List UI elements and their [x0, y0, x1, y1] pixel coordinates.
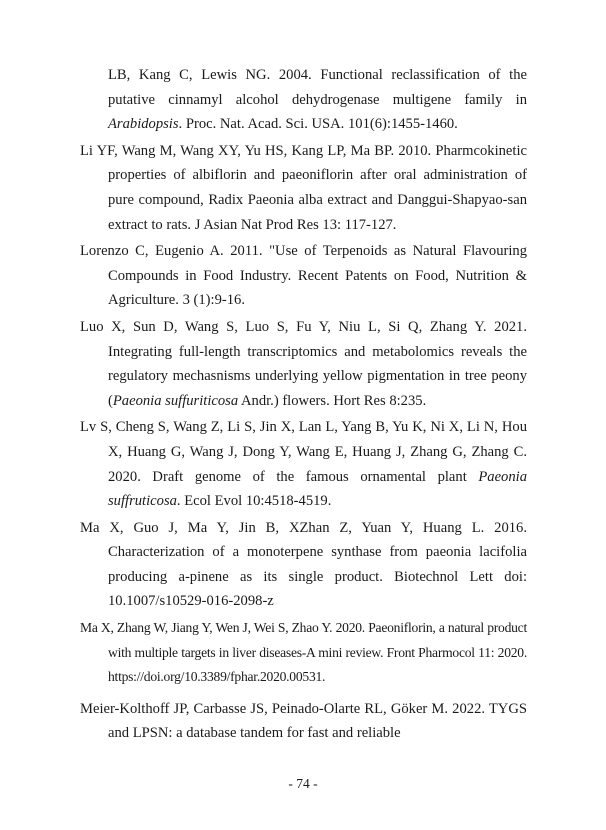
reference-text: Andr.) flowers. Hort Res 8:235. [238, 392, 427, 409]
reference-text: . Proc. Nat. Acad. Sci. USA. 101(6):1455-1460. [178, 116, 458, 133]
reference-text: Lv S, Cheng S, Wang Z, Li S, Jin X, Lan L, Yang B, Yu K, Ni X, Li N, Hou X, Huang G, Wang J, Dong Y, Wang E, Huang J, Zhang G, Zhang C. 2020. Draft genome of the famous ornamental plant [80, 419, 527, 485]
reference-text: Li YF, Wang M, Wang XY, Yu HS, Kang LP, Ma BP. 2010. Pharmcokinetic properties of albiflorin and paeoniflorin after oral administration of pure compound, Radix Paeonia alba extract and Danggui-Shapyao-san extract to rats. J Asian Nat Prod Res 13: 117-127. [80, 142, 527, 233]
reference-entry [80, 315, 527, 413]
species-name: Paeonia suffuriticosa [112, 392, 239, 409]
reference-text: Ma X, Guo J, Ma Y, Jin B, XZhan Z, Yuan Y, Huang L. 2016. Characterization of a monoterpene synthase from paeonia lacifolia producing a-pinene as its single product. Biotechnol Lett doi: 10.1007/s10529-016-2098-z [80, 519, 527, 610]
species-name: Paeonia suffruticosa [108, 468, 527, 510]
reference-entry [80, 415, 527, 513]
page-number: - 74 - [288, 776, 318, 791]
reference-list [80, 63, 527, 746]
species-name: Arabidopsis [108, 116, 179, 133]
reference-entry [80, 239, 527, 313]
reference-text: . Ecol Evol 10:4518-4519. [176, 493, 332, 510]
reference-entry [80, 516, 527, 614]
reference-entry [80, 63, 527, 137]
reference-text: Ma X, Zhang W, Jiang Y, Wen J, Wei S, Zhao Y. 2020. Paeoniflorin, a natural product with multiple targets in liver diseases-A mini review. Front Pharmocol 11: 2020. https://doi.org/10.3389/fphar.2020.00531. [80, 620, 527, 685]
reference-entry [80, 139, 527, 237]
reference-text: Lorenzo C, Eugenio A. 2011. "Use of Terpenoids as Natural Flavouring Compounds in Food Industry. Recent Patents on Food, Nutrition & Agriculture. 3 (1):9-16. [80, 243, 527, 309]
reference-entry [80, 616, 527, 690]
reference-text: Luo X, Sun D, Wang S, Luo S, Fu Y, Niu L, Si Q, Zhang Y. 2021. Integrating full-length transcriptomics and metabolomics reveals the regulatory mechasnisms underlying yellow pigmentation in tree peony ( [80, 318, 527, 409]
reference-entry [80, 697, 527, 746]
reference-text: Meier-Kolthoff JP, Carbasse JS, Peinado-Olarte RL, Göker M. 2022. TYGS and LPSN: a database tandem for fast and reliable [80, 700, 527, 742]
reference-text: LB, Kang C, Lewis NG. 2004. Functional reclassification of the putative cinnamyl alcohol dehydrogenase multigene family in [108, 67, 527, 108]
